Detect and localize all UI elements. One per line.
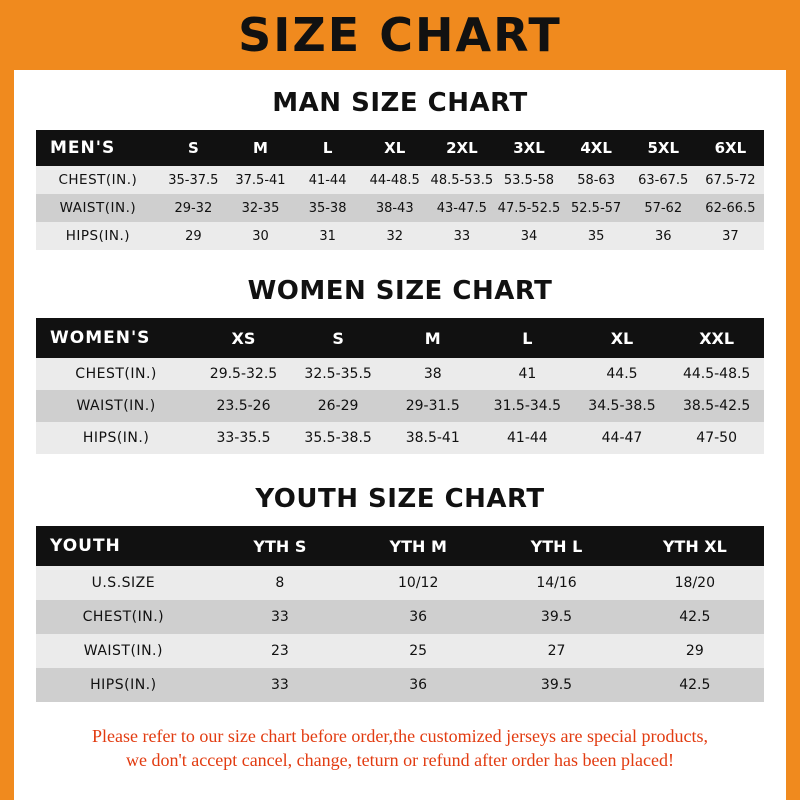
column-header: S xyxy=(187,139,199,157)
table-cell: 42.5 xyxy=(679,677,711,693)
table-cell: 35-38 xyxy=(308,200,347,216)
table-cell: 36 xyxy=(654,228,672,244)
table-cell: 42.5 xyxy=(679,609,711,625)
table-cell: 35 xyxy=(587,228,605,244)
table-row xyxy=(36,422,764,454)
table-cell: 26-29 xyxy=(317,398,359,414)
column-header: XL xyxy=(610,328,634,348)
content xyxy=(14,88,786,773)
column-header: M xyxy=(253,139,268,157)
table-header-row xyxy=(36,318,764,358)
column-header: 3XL xyxy=(513,139,545,157)
table-cell: 29-32 xyxy=(174,200,213,216)
column-header: YTH S xyxy=(253,536,307,556)
table-cell: 29.5-32.5 xyxy=(209,366,278,382)
column-header: 6XL xyxy=(714,139,747,157)
table-cell: 44.5-48.5 xyxy=(682,366,751,382)
table-cell: 41-44 xyxy=(507,430,548,446)
banner xyxy=(14,0,786,70)
table-row xyxy=(36,194,764,222)
table-row xyxy=(36,668,764,702)
table-cell: 27 xyxy=(547,643,566,659)
row-label: HIPS(IN.) xyxy=(82,430,150,446)
column-header: M xyxy=(424,328,441,348)
table-row xyxy=(36,600,764,634)
table-cell: 31 xyxy=(319,228,336,244)
table-cell: 37 xyxy=(722,228,739,244)
table-cell: 67.5-72 xyxy=(705,172,756,188)
table-cell: 38 xyxy=(423,366,442,382)
table-cell: 36 xyxy=(409,677,428,693)
column-header: 5XL xyxy=(647,139,679,157)
column-header: L xyxy=(322,139,333,157)
table-cell: 44.5 xyxy=(606,366,638,382)
table-cell: 39.5 xyxy=(540,609,573,625)
table-cell: 39.5 xyxy=(540,677,573,693)
table-row xyxy=(36,566,764,600)
table-cell: 44-48.5 xyxy=(369,172,420,188)
youth-section-title: YOUTH SIZE CHART xyxy=(255,484,545,514)
table-cell: 57-62 xyxy=(644,200,683,216)
column-header: YTH L xyxy=(530,536,583,556)
column-header: YOUTH xyxy=(50,536,121,556)
row-label: CHEST(IN.) xyxy=(82,609,165,625)
table-row xyxy=(36,166,764,194)
table-cell: 29 xyxy=(685,643,704,659)
women-size-table xyxy=(36,318,764,454)
table-cell: 44-47 xyxy=(601,430,643,446)
table-cell: 47.5-52.5 xyxy=(497,200,561,216)
table-cell: 25 xyxy=(409,643,428,659)
table-cell: 29-31.5 xyxy=(405,398,460,414)
table-row xyxy=(36,358,764,390)
row-label: U.S.SIZE xyxy=(91,575,156,591)
table-cell: 34 xyxy=(520,228,538,244)
column-header: MEN'S xyxy=(50,138,116,158)
column-header: 4XL xyxy=(580,139,612,157)
column-header: XS xyxy=(231,328,256,348)
table-cell: 63-67.5 xyxy=(638,172,689,188)
table-row xyxy=(36,390,764,422)
table-cell: 29 xyxy=(185,228,202,244)
youth-size-table xyxy=(36,526,764,702)
table-cell: 32-35 xyxy=(241,200,280,216)
column-header: YTH XL xyxy=(662,536,727,556)
column-header: 2XL xyxy=(446,139,478,157)
page-title: SIZE CHART xyxy=(238,8,562,62)
table-cell: 43-47.5 xyxy=(436,200,487,216)
table-row xyxy=(36,634,764,668)
column-header: S xyxy=(332,328,344,348)
table-cell: 32 xyxy=(386,228,403,244)
table-header-row xyxy=(36,130,764,166)
table-cell: 34.5-38.5 xyxy=(588,398,656,414)
row-label: HIPS(IN.) xyxy=(65,228,131,244)
table-cell: 23.5-26 xyxy=(216,398,271,414)
column-header: XXL xyxy=(699,328,735,348)
table-cell: 30 xyxy=(252,228,269,244)
table-cell: 62-66.5 xyxy=(705,200,756,216)
table-cell: 31.5-34.5 xyxy=(493,398,562,414)
table-cell: 23 xyxy=(270,643,289,659)
footer-note xyxy=(36,724,764,773)
column-header: YTH M xyxy=(389,536,447,556)
table-cell: 38.5-42.5 xyxy=(682,398,751,414)
table-cell: 32.5-35.5 xyxy=(304,366,372,382)
table-cell: 14/16 xyxy=(536,575,577,591)
row-label: WAIST(IN.) xyxy=(59,200,137,216)
table-cell: 10/12 xyxy=(398,575,439,591)
table-cell: 48.5-53.5 xyxy=(430,172,494,188)
women-section-title: WOMEN SIZE CHART xyxy=(247,276,553,306)
row-label: HIPS(IN.) xyxy=(90,677,157,693)
column-header: L xyxy=(522,328,533,348)
table-cell: 33-35.5 xyxy=(216,430,271,446)
table-cell: 53.5-58 xyxy=(503,172,555,188)
table-cell: 18/20 xyxy=(674,575,715,591)
table-cell: 36 xyxy=(409,609,428,625)
table-cell: 35-37.5 xyxy=(168,172,219,188)
row-label: CHEST(IN.) xyxy=(75,366,157,382)
table-cell: 58-63 xyxy=(577,172,615,188)
table-cell: 33 xyxy=(453,228,471,244)
table-row xyxy=(36,222,764,250)
column-header: WOMEN'S xyxy=(50,328,151,348)
table-cell: 33 xyxy=(270,609,289,625)
table-cell: 35.5-38.5 xyxy=(304,430,372,446)
row-label: WAIST(IN.) xyxy=(76,398,156,414)
footer-line-2: we don't accept cancel, change, teturn or refund after order has been placed! xyxy=(126,750,674,771)
man-size-table xyxy=(36,130,764,250)
man-section-title: MAN SIZE CHART xyxy=(272,88,528,118)
table-header-row xyxy=(36,526,764,566)
table-cell: 52.5-57 xyxy=(571,200,622,216)
table-cell: 38-43 xyxy=(375,200,414,216)
table-cell: 37.5-41 xyxy=(235,172,286,188)
row-label: CHEST(IN.) xyxy=(58,172,138,188)
table-cell: 41-44 xyxy=(308,172,347,188)
table-cell: 8 xyxy=(275,575,285,591)
table-cell: 38.5-41 xyxy=(405,430,460,446)
column-header: XL xyxy=(384,139,406,157)
table-cell: 33 xyxy=(270,677,289,693)
footer-line-1: Please refer to our size chart before order,the customized jerseys are special products, xyxy=(91,726,708,746)
table-cell: 47-50 xyxy=(696,430,737,446)
row-label: WAIST(IN.) xyxy=(83,643,163,659)
table-cell: 41 xyxy=(518,366,537,382)
